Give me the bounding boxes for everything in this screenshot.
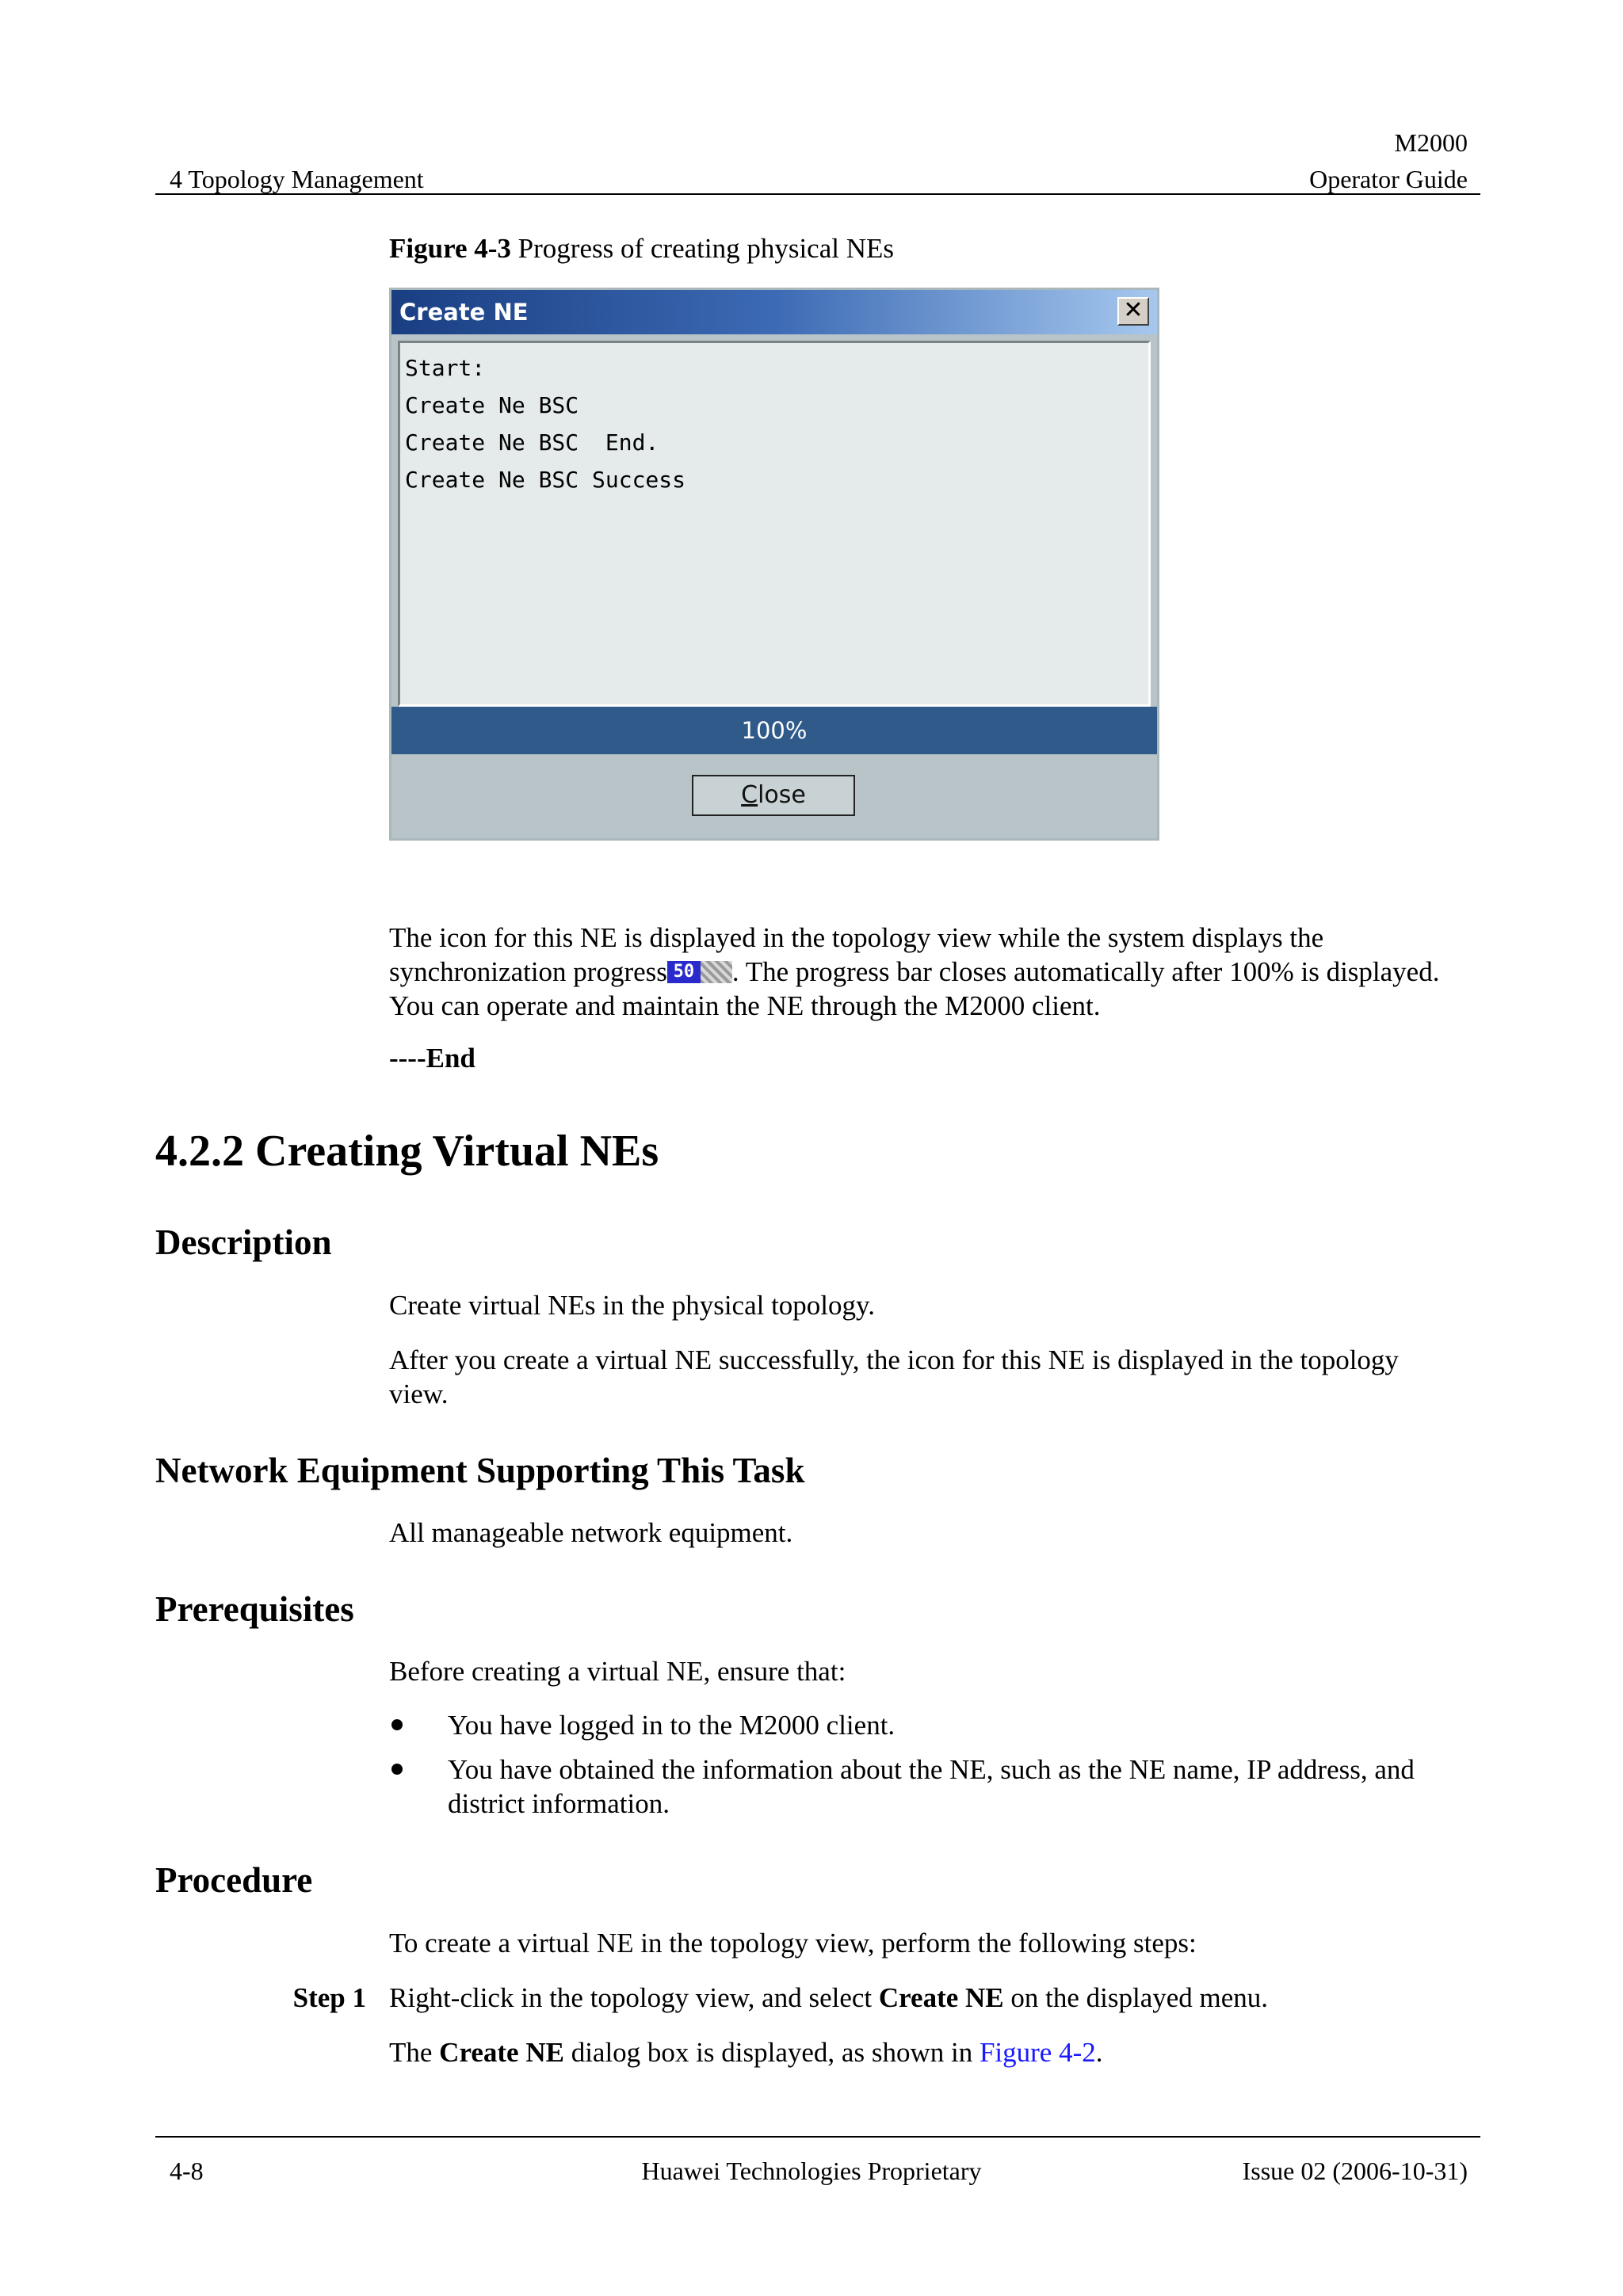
procedure-heading: Procedure xyxy=(155,1860,313,1900)
figure-caption xyxy=(389,233,894,265)
footer-issue: Issue 02 (2006-10-31) xyxy=(1242,2157,1468,2185)
network-equipment-p1: All manageable network equipment. xyxy=(389,1517,793,1548)
prerequisite-item: You have obtained the information about the NE, such as the NE name, IP address, and district information. xyxy=(448,1754,1415,1819)
figure-caption-text: Progress of creating physical NEs xyxy=(517,233,895,264)
close-icon[interactable]: ✕ xyxy=(1117,297,1149,326)
description-heading: Description xyxy=(155,1222,332,1262)
header-guide: Operator Guide xyxy=(1309,165,1468,193)
close-button-mnemonic: C xyxy=(741,781,758,809)
close-button-label: lose xyxy=(758,781,806,809)
after-figure-paragraph xyxy=(389,921,1499,1023)
footer-rule xyxy=(155,2136,1480,2138)
end-marker: ----End xyxy=(389,1043,475,1074)
log-line: Start: xyxy=(405,355,486,381)
dialog-button-bar xyxy=(391,754,1157,838)
figure-link[interactable]: Figure 4-2 xyxy=(979,2037,1096,2068)
description-p1: Create virtual NEs in the physical topology. xyxy=(389,1290,876,1321)
header-product: M2000 xyxy=(1394,128,1468,157)
step-1-text: Right-click in the topology view, and select Create NE on the displayed menu. xyxy=(389,1982,1269,2013)
procedure-intro: To create a virtual NE in the topology view, perform the following steps: xyxy=(389,1928,1197,1958)
create-ne-dialog xyxy=(389,288,1159,841)
bullet-icon xyxy=(391,1764,403,1775)
footer-center: Huawei Technologies Proprietary xyxy=(641,2157,982,2185)
progress-log xyxy=(398,341,1151,707)
header-rule xyxy=(155,193,1480,195)
bullet-icon xyxy=(391,1719,403,1730)
after-figure-line2: synchronization progress 50 . The progress bar closes automatically after 100% is displayed. xyxy=(389,956,1440,987)
step-label: Step 1 xyxy=(292,1982,366,2013)
prerequisite-item: You have logged in to the M2000 client. xyxy=(448,1710,896,1741)
after-figure-line3: You can operate and maintain the NE through the M2000 client. xyxy=(389,990,1101,1021)
figure-label: Figure 4-3 xyxy=(389,233,511,264)
progress-bar: 100% xyxy=(391,707,1157,754)
step-1-result: The Create NE dialog box is displayed, as shown in Figure 4-2. xyxy=(389,2037,1103,2068)
log-line: Create Ne BSC xyxy=(405,392,579,418)
dialog-title: Create NE xyxy=(391,290,1157,334)
network-equipment-heading: Network Equipment Supporting This Task xyxy=(155,1451,805,1490)
after-figure-line1: The icon for this NE is displayed in the topology view while the system displays the xyxy=(389,922,1324,953)
description-p2: After you create a virtual NE successfully, the icon for this NE is displayed in the topology view. xyxy=(389,1344,1399,1409)
log-line: Create Ne BSC End. xyxy=(405,429,659,456)
sync-progress-icon: 50 xyxy=(667,961,732,983)
prerequisites-intro: Before creating a virtual NE, ensure that: xyxy=(389,1656,846,1687)
prerequisites-heading: Prerequisites xyxy=(155,1589,354,1629)
close-button[interactable] xyxy=(692,775,855,816)
header-chapter: 4 Topology Management xyxy=(170,165,424,193)
footer-page: 4-8 xyxy=(170,2157,204,2185)
section-title: 4.2.2 Creating Virtual NEs xyxy=(155,1127,659,1176)
log-line: Create Ne BSC Success xyxy=(405,467,686,493)
